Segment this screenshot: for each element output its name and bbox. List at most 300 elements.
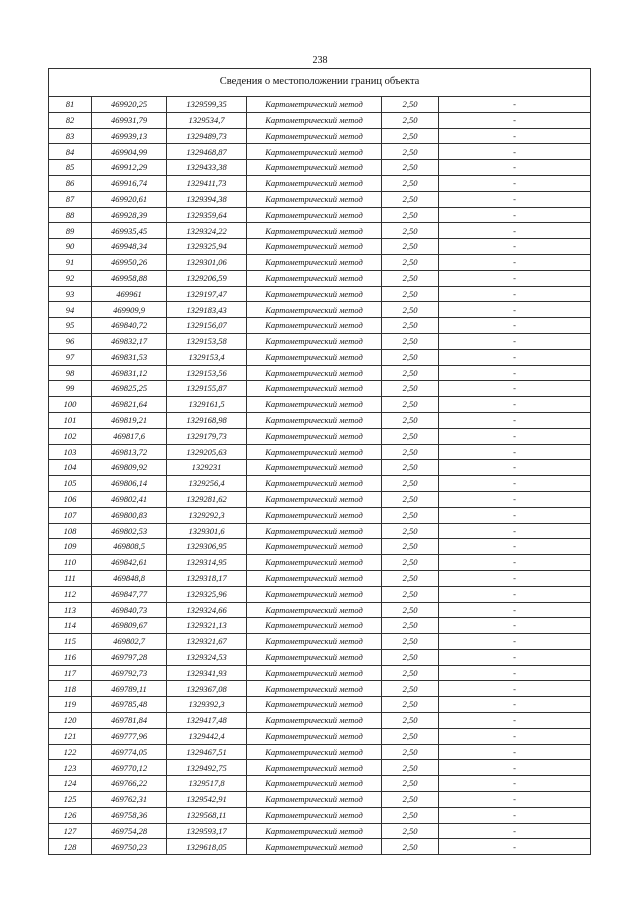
coord-y-cell: 1329321,67 (167, 634, 247, 650)
accuracy-cell: 2,50 (382, 491, 439, 507)
coord-x-cell: 469825,25 (92, 381, 167, 397)
coord-x-cell: 469904,99 (92, 144, 167, 160)
point-number-cell: 97 (49, 349, 92, 365)
coord-y-cell: 1329256,4 (167, 476, 247, 492)
coord-y-cell: 1329153,58 (167, 333, 247, 349)
coord-y-cell: 1329321,13 (167, 618, 247, 634)
table-row (49, 823, 591, 839)
coord-y-cell: 1329156,07 (167, 318, 247, 334)
table-row (49, 128, 591, 144)
method-cell: Картометрический метод (247, 681, 382, 697)
note-cell: - (439, 254, 591, 270)
note-cell: - (439, 349, 591, 365)
note-cell: - (439, 97, 591, 113)
coord-x-cell: 469842,61 (92, 555, 167, 571)
accuracy-cell: 2,50 (382, 570, 439, 586)
table-row (49, 444, 591, 460)
coord-x-cell: 469792,73 (92, 665, 167, 681)
accuracy-cell: 2,50 (382, 744, 439, 760)
point-number-cell: 103 (49, 444, 92, 460)
note-cell: - (439, 223, 591, 239)
accuracy-cell: 2,50 (382, 112, 439, 128)
point-number-cell: 115 (49, 634, 92, 650)
method-cell: Картометрический метод (247, 760, 382, 776)
method-cell: Картометрический метод (247, 302, 382, 318)
coord-y-cell: 1329542,91 (167, 792, 247, 808)
note-cell: - (439, 602, 591, 618)
note-cell: - (439, 744, 591, 760)
table-row (49, 507, 591, 523)
table-row (49, 333, 591, 349)
point-number-cell: 104 (49, 460, 92, 476)
point-number-cell: 112 (49, 586, 92, 602)
note-cell: - (439, 665, 591, 681)
note-cell: - (439, 128, 591, 144)
method-cell: Картометрический метод (247, 254, 382, 270)
coord-y-cell: 1329301,6 (167, 523, 247, 539)
note-cell: - (439, 239, 591, 255)
coord-y-cell: 1329599,35 (167, 97, 247, 113)
note-cell: - (439, 697, 591, 713)
coord-x-cell: 469809,67 (92, 618, 167, 634)
accuracy-cell: 2,50 (382, 807, 439, 823)
note-cell: - (439, 523, 591, 539)
coord-x-cell: 469781,84 (92, 713, 167, 729)
method-cell: Картометрический метод (247, 333, 382, 349)
table-row (49, 239, 591, 255)
point-number-cell: 85 (49, 160, 92, 176)
coord-y-cell: 1329306,95 (167, 539, 247, 555)
table-row (49, 318, 591, 334)
point-number-cell: 94 (49, 302, 92, 318)
coord-y-cell: 1329155,87 (167, 381, 247, 397)
table-row (49, 428, 591, 444)
note-cell: - (439, 270, 591, 286)
accuracy-cell: 2,50 (382, 160, 439, 176)
point-number-cell: 92 (49, 270, 92, 286)
table-row (49, 460, 591, 476)
method-cell: Картометрический метод (247, 444, 382, 460)
method-cell: Картометрический метод (247, 776, 382, 792)
accuracy-cell: 2,50 (382, 507, 439, 523)
coord-y-cell: 1329318,17 (167, 570, 247, 586)
accuracy-cell: 2,50 (382, 144, 439, 160)
method-cell: Картометрический метод (247, 381, 382, 397)
table-row (49, 270, 591, 286)
method-cell: Картометрический метод (247, 286, 382, 302)
coord-x-cell: 469808,5 (92, 539, 167, 555)
coord-y-cell: 1329314,95 (167, 555, 247, 571)
point-number-cell: 106 (49, 491, 92, 507)
method-cell: Картометрический метод (247, 555, 382, 571)
note-cell: - (439, 649, 591, 665)
accuracy-cell: 2,50 (382, 318, 439, 334)
accuracy-cell: 2,50 (382, 239, 439, 255)
method-cell: Картометрический метод (247, 713, 382, 729)
accuracy-cell: 2,50 (382, 175, 439, 191)
point-number-cell: 119 (49, 697, 92, 713)
accuracy-cell: 2,50 (382, 823, 439, 839)
method-cell: Картометрический метод (247, 649, 382, 665)
coord-y-cell: 1329168,98 (167, 412, 247, 428)
point-number-cell: 109 (49, 539, 92, 555)
coord-y-cell: 1329324,22 (167, 223, 247, 239)
coord-x-cell: 469916,74 (92, 175, 167, 191)
method-cell: Картометрический метод (247, 665, 382, 681)
point-number-cell: 89 (49, 223, 92, 239)
coord-x-cell: 469809,92 (92, 460, 167, 476)
coord-x-cell: 469777,96 (92, 728, 167, 744)
note-cell: - (439, 570, 591, 586)
method-cell: Картометрический метод (247, 697, 382, 713)
point-number-cell: 121 (49, 728, 92, 744)
accuracy-cell: 2,50 (382, 397, 439, 413)
table-row (49, 175, 591, 191)
table-row (49, 254, 591, 270)
table-row (49, 649, 591, 665)
note-cell: - (439, 207, 591, 223)
note-cell: - (439, 444, 591, 460)
coord-y-cell: 1329568,11 (167, 807, 247, 823)
accuracy-cell: 2,50 (382, 381, 439, 397)
coord-x-cell: 469958,88 (92, 270, 167, 286)
note-cell: - (439, 491, 591, 507)
method-cell: Картометрический метод (247, 191, 382, 207)
accuracy-cell: 2,50 (382, 444, 439, 460)
method-cell: Картометрический метод (247, 634, 382, 650)
method-cell: Картометрический метод (247, 112, 382, 128)
coord-y-cell: 1329411,73 (167, 175, 247, 191)
table-row (49, 634, 591, 650)
table-row (49, 191, 591, 207)
coord-x-cell: 469848,8 (92, 570, 167, 586)
method-cell: Картометрический метод (247, 618, 382, 634)
coord-y-cell: 1329492,75 (167, 760, 247, 776)
table-row (49, 97, 591, 113)
coord-y-cell: 1329183,43 (167, 302, 247, 318)
method-cell: Картометрический метод (247, 523, 382, 539)
table-row (49, 365, 591, 381)
method-cell: Картометрический метод (247, 586, 382, 602)
note-cell: - (439, 112, 591, 128)
point-number-cell: 123 (49, 760, 92, 776)
note-cell: - (439, 333, 591, 349)
coord-y-cell: 1329292,3 (167, 507, 247, 523)
coord-y-cell: 1329324,66 (167, 602, 247, 618)
table-row (49, 760, 591, 776)
table-row (49, 839, 591, 855)
accuracy-cell: 2,50 (382, 792, 439, 808)
point-number-cell: 82 (49, 112, 92, 128)
coord-x-cell: 469762,31 (92, 792, 167, 808)
method-cell: Картометрический метод (247, 460, 382, 476)
table-row (49, 807, 591, 823)
accuracy-cell: 2,50 (382, 223, 439, 239)
note-cell: - (439, 381, 591, 397)
accuracy-cell: 2,50 (382, 191, 439, 207)
coord-x-cell: 469831,53 (92, 349, 167, 365)
method-cell: Картометрический метод (247, 602, 382, 618)
coord-y-cell: 1329324,53 (167, 649, 247, 665)
accuracy-cell: 2,50 (382, 776, 439, 792)
coord-y-cell: 1329341,93 (167, 665, 247, 681)
coord-y-cell: 1329392,3 (167, 697, 247, 713)
method-cell: Картометрический метод (247, 491, 382, 507)
coord-y-cell: 1329593,17 (167, 823, 247, 839)
coord-y-cell: 1329534,7 (167, 112, 247, 128)
method-cell: Картометрический метод (247, 839, 382, 855)
accuracy-cell: 2,50 (382, 476, 439, 492)
note-cell: - (439, 807, 591, 823)
coord-y-cell: 1329161,5 (167, 397, 247, 413)
coord-y-cell: 1329325,94 (167, 239, 247, 255)
coord-x-cell: 469813,72 (92, 444, 167, 460)
coord-y-cell: 1329179,73 (167, 428, 247, 444)
note-cell: - (439, 713, 591, 729)
accuracy-cell: 2,50 (382, 618, 439, 634)
coord-y-cell: 1329359,64 (167, 207, 247, 223)
method-cell: Картометрический метод (247, 160, 382, 176)
accuracy-cell: 2,50 (382, 333, 439, 349)
table-row (49, 555, 591, 571)
boundary-coordinates-table (48, 68, 591, 855)
coord-y-cell: 1329205,63 (167, 444, 247, 460)
coord-x-cell: 469840,72 (92, 318, 167, 334)
accuracy-cell: 2,50 (382, 302, 439, 318)
note-cell: - (439, 539, 591, 555)
method-cell: Картометрический метод (247, 792, 382, 808)
method-cell: Картометрический метод (247, 365, 382, 381)
note-cell: - (439, 175, 591, 191)
coord-y-cell: 1329301,06 (167, 254, 247, 270)
coord-x-cell: 469802,7 (92, 634, 167, 650)
accuracy-cell: 2,50 (382, 428, 439, 444)
coord-x-cell: 469819,21 (92, 412, 167, 428)
point-number-cell: 111 (49, 570, 92, 586)
table-row (49, 681, 591, 697)
method-cell: Картометрический метод (247, 507, 382, 523)
note-cell: - (439, 476, 591, 492)
coord-x-cell: 469831,12 (92, 365, 167, 381)
method-cell: Картометрический метод (247, 397, 382, 413)
coord-x-cell: 469821,64 (92, 397, 167, 413)
point-number-cell: 91 (49, 254, 92, 270)
point-number-cell: 96 (49, 333, 92, 349)
accuracy-cell: 2,50 (382, 586, 439, 602)
point-number-cell: 117 (49, 665, 92, 681)
accuracy-cell: 2,50 (382, 649, 439, 665)
point-number-cell: 88 (49, 207, 92, 223)
method-cell: Картометрический метод (247, 428, 382, 444)
note-cell: - (439, 460, 591, 476)
table-row (49, 665, 591, 681)
note-cell: - (439, 760, 591, 776)
accuracy-cell: 2,50 (382, 728, 439, 744)
point-number-cell: 120 (49, 713, 92, 729)
note-cell: - (439, 286, 591, 302)
accuracy-cell: 2,50 (382, 555, 439, 571)
accuracy-cell: 2,50 (382, 665, 439, 681)
point-number-cell: 95 (49, 318, 92, 334)
coord-x-cell: 469758,36 (92, 807, 167, 823)
coord-y-cell: 1329417,48 (167, 713, 247, 729)
coord-y-cell: 1329394,38 (167, 191, 247, 207)
coord-y-cell: 1329153,56 (167, 365, 247, 381)
point-number-cell: 90 (49, 239, 92, 255)
note-cell: - (439, 586, 591, 602)
coord-x-cell: 469931,79 (92, 112, 167, 128)
note-cell: - (439, 776, 591, 792)
accuracy-cell: 2,50 (382, 349, 439, 365)
table-row (49, 302, 591, 318)
point-number-cell: 87 (49, 191, 92, 207)
method-cell: Картометрический метод (247, 807, 382, 823)
accuracy-cell: 2,50 (382, 681, 439, 697)
accuracy-cell: 2,50 (382, 270, 439, 286)
coord-y-cell: 1329153,4 (167, 349, 247, 365)
coord-x-cell: 469789,11 (92, 681, 167, 697)
coord-x-cell: 469939,13 (92, 128, 167, 144)
coord-x-cell: 469774,05 (92, 744, 167, 760)
coord-x-cell: 469806,14 (92, 476, 167, 492)
table-body (49, 97, 591, 855)
table-caption: Сведения о местоположении границ объекта (49, 69, 591, 97)
accuracy-cell: 2,50 (382, 365, 439, 381)
table-row (49, 160, 591, 176)
note-cell: - (439, 555, 591, 571)
method-cell: Картометрический метод (247, 207, 382, 223)
accuracy-cell: 2,50 (382, 460, 439, 476)
table-row (49, 349, 591, 365)
point-number-cell: 127 (49, 823, 92, 839)
point-number-cell: 126 (49, 807, 92, 823)
note-cell: - (439, 365, 591, 381)
accuracy-cell: 2,50 (382, 634, 439, 650)
accuracy-cell: 2,50 (382, 839, 439, 855)
coord-x-cell: 469920,61 (92, 191, 167, 207)
coord-y-cell: 1329433,38 (167, 160, 247, 176)
coord-x-cell: 469935,45 (92, 223, 167, 239)
coord-y-cell: 1329231 (167, 460, 247, 476)
table-row (49, 713, 591, 729)
method-cell: Картометрический метод (247, 175, 382, 191)
coord-y-cell: 1329517,8 (167, 776, 247, 792)
point-number-cell: 98 (49, 365, 92, 381)
coord-y-cell: 1329325,96 (167, 586, 247, 602)
coord-y-cell: 1329467,51 (167, 744, 247, 760)
table-row (49, 412, 591, 428)
method-cell: Картометрический метод (247, 318, 382, 334)
note-cell: - (439, 160, 591, 176)
coord-x-cell: 469817,6 (92, 428, 167, 444)
accuracy-cell: 2,50 (382, 760, 439, 776)
coord-x-cell: 469847,77 (92, 586, 167, 602)
coord-x-cell: 469912,29 (92, 160, 167, 176)
table-row (49, 207, 591, 223)
point-number-cell: 100 (49, 397, 92, 413)
coord-x-cell: 469832,17 (92, 333, 167, 349)
table-row (49, 792, 591, 808)
coord-x-cell: 469766,22 (92, 776, 167, 792)
point-number-cell: 125 (49, 792, 92, 808)
note-cell: - (439, 191, 591, 207)
method-cell: Картометрический метод (247, 728, 382, 744)
accuracy-cell: 2,50 (382, 713, 439, 729)
table-row (49, 476, 591, 492)
method-cell: Картометрический метод (247, 412, 382, 428)
accuracy-cell: 2,50 (382, 697, 439, 713)
point-number-cell: 93 (49, 286, 92, 302)
note-cell: - (439, 681, 591, 697)
point-number-cell: 99 (49, 381, 92, 397)
coord-x-cell: 469920,25 (92, 97, 167, 113)
method-cell: Картометрический метод (247, 128, 382, 144)
table-row (49, 539, 591, 555)
point-number-cell: 128 (49, 839, 92, 855)
note-cell: - (439, 412, 591, 428)
method-cell: Картометрический метод (247, 349, 382, 365)
table-row (49, 112, 591, 128)
coord-x-cell: 469948,34 (92, 239, 167, 255)
table-row (49, 144, 591, 160)
point-number-cell: 122 (49, 744, 92, 760)
table-row (49, 397, 591, 413)
coord-x-cell: 469802,53 (92, 523, 167, 539)
coord-y-cell: 1329281,62 (167, 491, 247, 507)
table-row (49, 570, 591, 586)
point-number-cell: 114 (49, 618, 92, 634)
method-cell: Картометрический метод (247, 539, 382, 555)
coord-x-cell: 469928,39 (92, 207, 167, 223)
coord-y-cell: 1329489,73 (167, 128, 247, 144)
coord-y-cell: 1329618,05 (167, 839, 247, 855)
table-row (49, 491, 591, 507)
point-number-cell: 86 (49, 175, 92, 191)
point-number-cell: 116 (49, 649, 92, 665)
table-row (49, 223, 591, 239)
table-row (49, 381, 591, 397)
accuracy-cell: 2,50 (382, 602, 439, 618)
accuracy-cell: 2,50 (382, 539, 439, 555)
accuracy-cell: 2,50 (382, 97, 439, 113)
point-number-cell: 84 (49, 144, 92, 160)
point-number-cell: 105 (49, 476, 92, 492)
point-number-cell: 107 (49, 507, 92, 523)
accuracy-cell: 2,50 (382, 412, 439, 428)
note-cell: - (439, 823, 591, 839)
point-number-cell: 101 (49, 412, 92, 428)
coord-y-cell: 1329367,08 (167, 681, 247, 697)
note-cell: - (439, 397, 591, 413)
note-cell: - (439, 302, 591, 318)
point-number-cell: 110 (49, 555, 92, 571)
coord-x-cell: 469770,12 (92, 760, 167, 776)
coord-y-cell: 1329468,87 (167, 144, 247, 160)
note-cell: - (439, 792, 591, 808)
coord-x-cell: 469950,26 (92, 254, 167, 270)
coord-x-cell: 469961 (92, 286, 167, 302)
note-cell: - (439, 428, 591, 444)
table-row (49, 586, 591, 602)
table-row (49, 728, 591, 744)
note-cell: - (439, 318, 591, 334)
method-cell: Картометрический метод (247, 476, 382, 492)
coord-x-cell: 469909,9 (92, 302, 167, 318)
coord-x-cell: 469750,23 (92, 839, 167, 855)
coord-x-cell: 469802,41 (92, 491, 167, 507)
table-row (49, 618, 591, 634)
point-number-cell: 113 (49, 602, 92, 618)
